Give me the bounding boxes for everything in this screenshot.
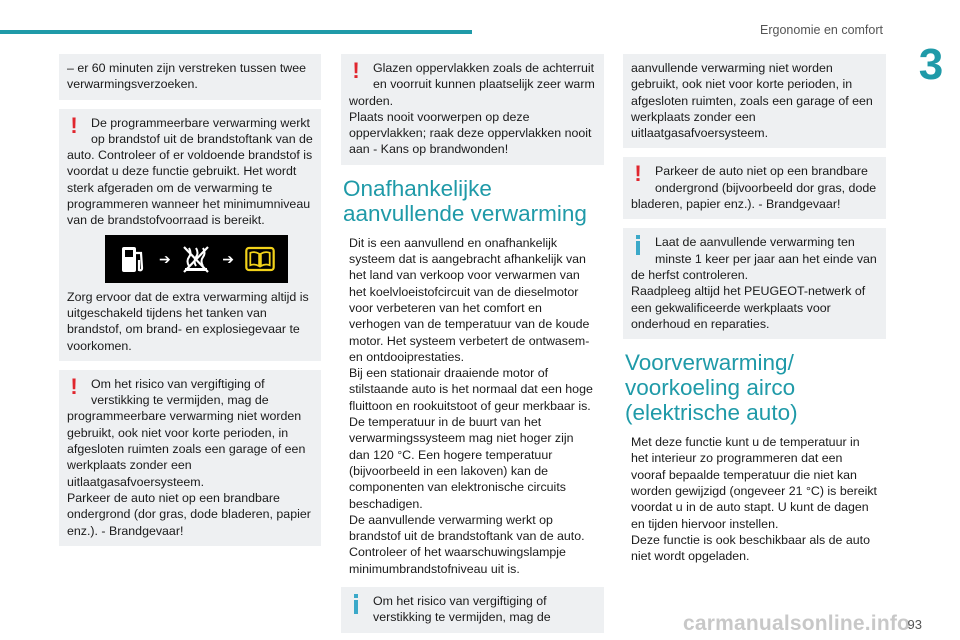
arrow-right-icon: ➔ [159,250,171,267]
column-3 [623,54,886,565]
info-text-first: Laat de aanvullende verwarming ten minste 1 keer per jaar aan het einde van [655,235,877,266]
pictos-caption: Zorg ervoor dat de extra verwarming altijd is uitgeschakeld tijdens het tanken van brandstof, om brand- en explosiegevaar te voorkomen. [67,289,309,353]
body-paragraph: Deze functie is ook beschikbaar als de auto niet wordt opgeladen. [631,532,871,564]
heater-crossed-icon [181,244,211,274]
continuation-box [623,54,886,148]
manual-book-icon [245,244,275,274]
warning-exclamation-icon: ! [70,112,78,138]
intro-text: – er 60 minuten zijn verstreken tussen twee verwarmingsverzoeken. [67,61,306,92]
warning-box-glass [341,54,604,165]
watermark: carmanualsonline.info [683,612,911,635]
warning-exclamation-icon: ! [70,373,78,399]
info-box-poisoning [341,587,604,633]
info-text-rest2: Raadpleeg altijd het PEUGEOT-netwerk of een gekwalificeerde werkplaats voor onderhoud en reparaties. [631,284,866,331]
warning-text-first: De programmeerbare verwarming werkt op brandstof uit de brandstoftank van de [91,115,313,146]
warning-text-rest: worden. [349,93,394,108]
warning-text-first: Om het risico van vergiftiging of verstikking te vermijden, mag de [91,376,269,408]
warning-box-fuel [59,109,321,361]
info-icon [631,235,645,255]
header-accent-bar [0,30,472,34]
column-2 [341,54,604,640]
body-paragraph: De temperatuur in de buurt van het verwarmingssysteem mag niet hoger zijn dan 120 °C. Een hogere temperatuur (bijvoorbeeld in een lakoven) kan de componenten van elektronische circuits beschadigen. [349,415,574,511]
info-text-rest: de herfst controleren. [631,267,749,282]
section-title: Ergonomie en comfort [760,23,883,37]
warning-text-rest: bladeren, papier enz.). - Brandgevaar! [631,197,841,212]
section-heading: Voorverwarming/ voorkoeling airco (elektrische auto) [625,350,798,426]
refuel-pictograms [105,235,288,283]
page-number: 93 [907,617,922,632]
warning-box-parking [623,157,886,219]
warning-text-rest: auto. Controleer of er voldoende brandstof is voordat u deze functie gebruikt. Het wordt sterk afgeraden om de verwarming te programmeren wanneer het minimumniveau van de brandstofvoorraad is bereikt. [67,148,313,228]
section-heading: Onafhankelijke aanvullende verwarming [343,175,587,226]
chapter-number: 3 [918,40,944,89]
warning-text-rest2: Parkeer de auto niet op een brandbare ondergrond (dor gras, dode bladeren, papier enz.). - Brandgevaar! [67,490,311,538]
warning-exclamation-icon: ! [352,58,360,83]
warning-box-poisoning [59,370,321,546]
body-paragraph: Bij een stationair draaiende motor of stilstaande auto is het normaal dat een hoge fluittoon en rookuitstoot of geur merkbaar is. [349,366,593,413]
warning-text-rest: programmeerbare verwarming niet worden gebruikt, ook niet voor korte perioden, in afgesloten ruimten zoals een garage of een werkplaats zonder een uitlaatgasafvoersysteem. [67,409,306,489]
info-text-first: Om het risico van vergiftiging of verstikking te vermijden, mag de [373,594,551,625]
warning-text-first: Parkeer de auto niet op een brandbare ondergrond (bijvoorbeeld dor gras, dode [655,164,877,195]
warning-text-first: Glazen oppervlakken zoals de achterruit en voorruit kunnen plaatselijk zeer warm [373,61,595,92]
fuel-pump-icon [118,244,148,274]
body-paragraph: De aanvullende verwarming werkt op brandstof uit de brandstoftank van de auto. Controleer of het waarschuwingslampje minimumbrandstofniveau uit is. [349,512,585,576]
warning-text-rest2: Plaats nooit voorwerpen op deze oppervlakken; raak deze oppervlakken nooit aan - Kans op brandwonden! [349,109,592,157]
info-box-maintenance [623,228,886,339]
warning-exclamation-icon: ! [634,161,642,187]
body-paragraph: Met deze functie kunt u de temperatuur in het interieur zo programmeren dat een vooraf bepaalde temperatuur die niet kan worden gewijzigd (ongeveer 21 °C) is bereikt voordat u in de auto stapt. U kunt de dagen en tijden hiervoor instellen. [631,435,878,531]
column-1 [59,54,321,555]
arrow-right-icon: ➔ [222,250,234,267]
info-icon [349,594,363,614]
intro-box [59,54,321,100]
continuation-text: aanvullende verwarming niet worden gebruikt, ook niet voor korte perioden, in afgesloten ruimten, zoals een garage of een werkplaats zonder een uitlaatgasafvoersysteem. [631,61,873,141]
body-paragraph: Dit is een aanvullend en onafhankelijk systeem dat is aangebracht afhankelijk van het land van verkoop voor verwarmen van het koelvloeistofcircuit van de dieselmotor voor verbeteren van het comfort en verhogen van de temperatuur van de koude motor. Het systeem verbetert de ontwasem- en ontdooiprestaties. [349,235,590,364]
